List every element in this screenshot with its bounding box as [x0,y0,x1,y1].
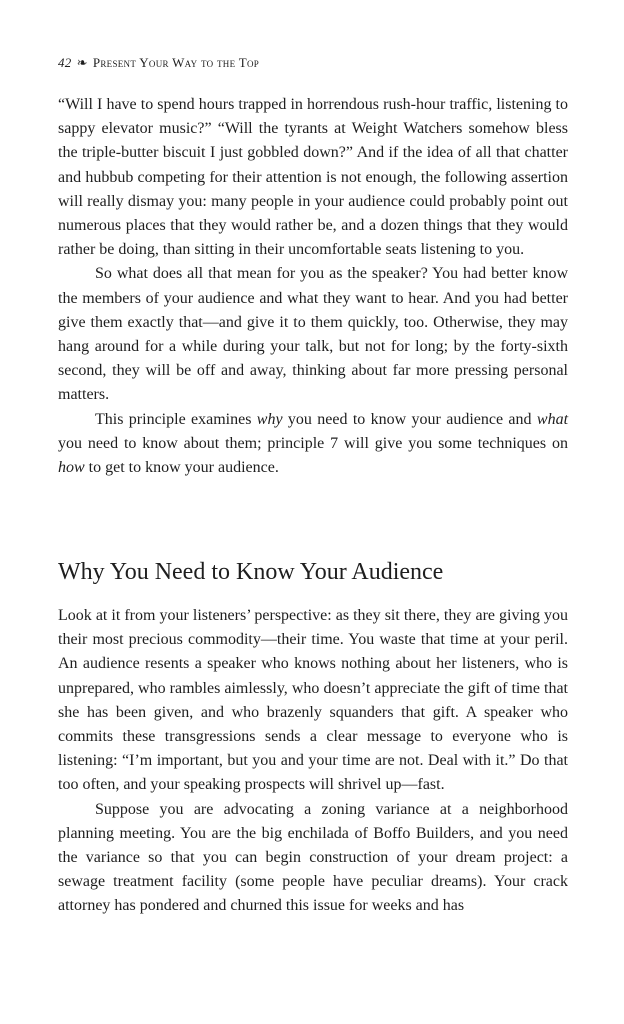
running-title: Present Your Way to the Top [92,55,260,70]
text-run: This principle examines [95,410,257,428]
text-block-intro [58,93,568,480]
paragraph: Look at it from your listeners’ perspective: as they sit there, they are giving you their most precious commodity—their time. You waste that time at your peril. An audience resents a speaker who knows nothing about her listeners, who is unprepared, who rambles aimlessly, who doesn’t appreciate the gift of time that she has been given, and who brazenly squanders that gift. A speaker who commits these transgressions sends a clear message to everyone who is listening: “I’m important, but you and your time are not. Deal with it.” Do that too often, and your speaking prospects will shrivel up—fast. [58,607,568,794]
text-run: to get to know your audience. [84,459,279,477]
running-header [58,55,259,71]
paragraph: Suppose you are advocating a zoning variance at a neighborhood planning meeting. You are the big enchilada of Boffo Builders, and you need the variance so that you can begin construction of your dream project: a sewage treatment facility (some people have peculiar dreams). Your crack attorney has pondered and churned this issue for weeks and has [58,800,568,915]
paragraph: “Will I have to spend hours trapped in horrendous rush-hour traffic, listening to sappy elevator music?” “Will the tyrants at Weight Watchers somehow bless the triple-butter biscuit I just gobbled down?” And if the idea of all that chatter and hubbub competing for their attention is not enough, the following assertion will really dismay you: many people in your audience could probably point out numerous places that they would rather be, and a dozen things that they would rather be doing, than sitting in their uncomfortable seats listening to you. [58,96,568,259]
paragraph [58,408,568,481]
emphasis: how [58,459,85,477]
paragraph: So what does all that mean for you as the speaker? You had better know the members of your audience and what they want to hear. And you had better give them exactly that—and give it to them quickly, too. Otherwise, they may hang around for a while during your talk, but not for long; by the forty-sixth second, they will be off and away, thinking about far more pressing personal matters. [58,265,568,404]
emphasis: why [256,410,283,428]
text-block-section [58,604,568,919]
page-number: 42 [58,55,72,70]
text-run: you need to know your audience and [282,410,537,428]
fleuron-icon: ❧ [76,55,88,70]
text-run: you need to know about them; principle 7 will give you some techniques on [58,434,568,452]
section-heading: Why You Need to Know Your Audience [58,559,444,585]
emphasis: what [536,410,569,428]
